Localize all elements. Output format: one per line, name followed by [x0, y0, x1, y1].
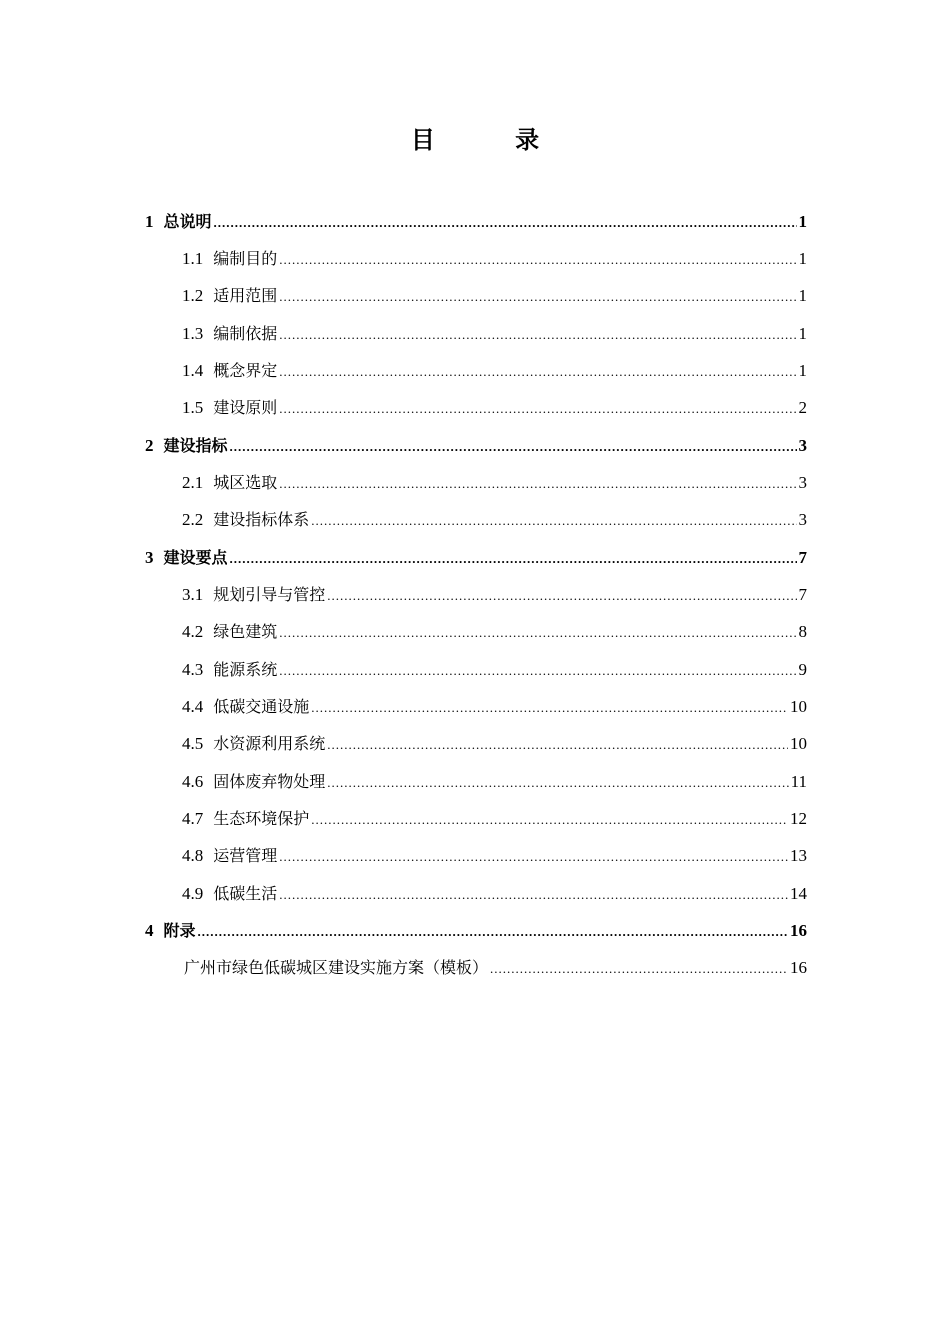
toc-entry-number: 4.6 [182, 772, 204, 791]
toc-title: 目 录 [410, 126, 576, 154]
toc-leader-dots [279, 882, 788, 908]
toc-entry-number: 4 [145, 921, 154, 940]
toc-entry[interactable] [182, 470, 807, 496]
toc-entry-number: 4.4 [182, 697, 204, 716]
toc-entry-number: 4.3 [182, 660, 204, 679]
toc-entry[interactable] [182, 806, 807, 832]
toc-entry-label: 建设原则 [213, 398, 278, 417]
toc-leader-dots [279, 620, 796, 646]
toc-entry-label: 编制依据 [213, 324, 278, 343]
toc-leader-dots [311, 695, 788, 721]
toc-leader-dots [327, 732, 788, 758]
toc-entry-number: 1.4 [182, 361, 204, 380]
toc-leader-dots [279, 396, 796, 422]
toc-entry[interactable] [145, 545, 807, 571]
toc-entry-page: 12 [790, 809, 807, 828]
toc-entry[interactable] [182, 731, 807, 757]
toc-entry-number: 3.1 [182, 585, 204, 604]
toc-entry-label: 建设指标体系 [213, 510, 310, 529]
toc-leader-dots [327, 770, 788, 796]
toc-entry-label: 概念界定 [213, 361, 278, 380]
toc-entry-number: 4.9 [182, 884, 204, 903]
toc-entry-label: 建设指标 [163, 436, 228, 455]
toc-entry-label: 城区选取 [213, 473, 278, 492]
toc-entry[interactable] [182, 321, 807, 347]
toc-entry[interactable] [182, 657, 807, 683]
toc-entry[interactable] [182, 395, 807, 421]
toc-entry-page: 1 [798, 361, 807, 380]
toc-entry-page: 1 [798, 249, 807, 268]
toc-entry-label: 运营管理 [213, 846, 278, 865]
toc-entry-page: 1 [798, 324, 807, 343]
toc-entry-label: 编制目的 [213, 249, 278, 268]
toc-entry-page: 11 [790, 772, 807, 791]
toc-entry-page: 8 [798, 622, 807, 641]
toc-entry-page: 9 [798, 660, 807, 679]
toc-entry-page: 1 [798, 286, 807, 305]
toc-entry-page: 16 [790, 958, 807, 977]
toc-leader-dots [279, 359, 796, 385]
toc-entry-number: 1.5 [182, 398, 204, 417]
toc-entry-number: 4.8 [182, 846, 204, 865]
toc-entry-number: 1 [145, 212, 154, 231]
toc-leader-dots [311, 508, 796, 534]
toc-entry[interactable] [182, 769, 807, 795]
toc-entry[interactable] [182, 881, 807, 907]
toc-entry-page: 7 [798, 585, 807, 604]
toc-entry[interactable] [182, 694, 807, 720]
toc-entry-page: 10 [790, 697, 807, 716]
toc-entry-number: 1.2 [182, 286, 204, 305]
toc-entry-label: 建设要点 [163, 548, 228, 567]
toc-leader-dots [214, 210, 797, 236]
toc-leader-dots [279, 471, 796, 497]
toc-entry-number: 2 [145, 436, 154, 455]
toc-leader-dots [230, 434, 797, 460]
toc-entry-number: 4.2 [182, 622, 204, 641]
toc-leader-dots [311, 807, 788, 833]
toc-leader-dots [279, 658, 796, 684]
toc-leader-dots [230, 546, 797, 572]
toc-entry-label: 总说明 [163, 212, 212, 231]
toc-entry-number: 4.5 [182, 734, 204, 753]
toc-entry-page: 16 [790, 921, 807, 940]
toc-entry-label: 生态环境保护 [213, 809, 310, 828]
toc-entry[interactable] [145, 918, 807, 944]
toc-entry-number: 2.2 [182, 510, 204, 529]
toc-leader-dots [279, 844, 788, 870]
toc-entry-page: 10 [790, 734, 807, 753]
toc-leader-dots [279, 247, 796, 273]
toc-entry[interactable] [182, 246, 807, 272]
toc-entry-label: 适用范围 [213, 286, 278, 305]
toc-entry[interactable] [145, 433, 807, 459]
toc-leader-dots [279, 322, 796, 348]
toc-entry[interactable] [182, 358, 807, 384]
toc-leader-dots [327, 583, 796, 609]
toc-entry-page: 3 [798, 510, 807, 529]
toc-entry-page: 7 [798, 548, 807, 567]
toc-entry-number: 4.7 [182, 809, 204, 828]
toc-entry-label: 水资源利用系统 [213, 734, 326, 753]
toc-entry-label: 固体废弃物处理 [213, 772, 326, 791]
toc-entry-number: 1.3 [182, 324, 204, 343]
toc-entry-number: 2.1 [182, 473, 204, 492]
toc-entry-label: 广州市绿色低碳城区建设实施方案（模板） [184, 958, 489, 977]
toc-entry-label: 能源系统 [213, 660, 278, 679]
toc-entry-number: 3 [145, 548, 154, 567]
toc-entry-label: 绿色建筑 [213, 622, 278, 641]
toc-entry[interactable] [182, 619, 807, 645]
toc-entry-number: 1.1 [182, 249, 204, 268]
toc-entry[interactable] [182, 283, 807, 309]
toc-leader-dots [198, 919, 788, 945]
toc-leader-dots [279, 284, 796, 310]
toc-entry-label: 规划引导与管控 [213, 585, 326, 604]
toc-entry[interactable] [184, 955, 807, 981]
toc-entry-label: 低碳交通设施 [213, 697, 310, 716]
toc-entry[interactable] [182, 843, 807, 869]
toc-entry[interactable] [182, 507, 807, 533]
toc-entry-page: 2 [798, 398, 807, 417]
toc-entry-page: 1 [798, 212, 807, 231]
toc-entry-label: 低碳生活 [213, 884, 278, 903]
toc-entry[interactable] [182, 582, 807, 608]
toc-entry-page: 3 [798, 473, 807, 492]
toc-entry-page: 14 [790, 884, 807, 903]
toc-entry-page: 3 [798, 436, 807, 455]
toc-entry[interactable] [145, 209, 807, 235]
toc-entry-page: 13 [790, 846, 807, 865]
toc-leader-dots [490, 956, 788, 982]
toc-entry-label: 附录 [163, 921, 196, 940]
